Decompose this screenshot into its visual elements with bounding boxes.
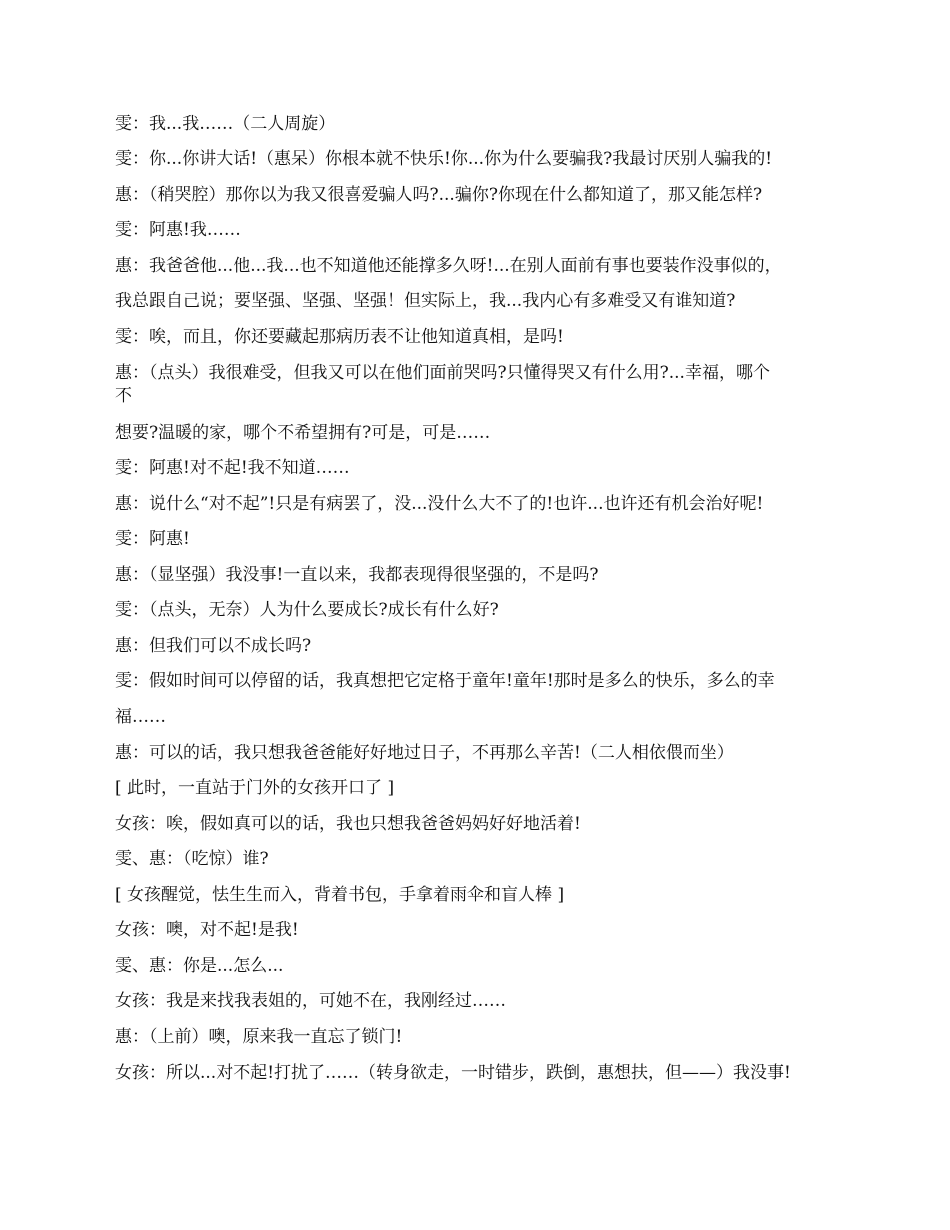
script-line: 惠：可以的话，我只想我爸爸能好好地过日子，不再那么辛苦!（二人相依偎而坐）: [115, 743, 734, 763]
script-line: 雯、惠：（吃惊）谁?: [115, 849, 269, 869]
script-line: 惠：（点头）我很难受，但我又可以在他们面前哭吗?只懂得哭又有什么用?...幸福，哪个: [115, 363, 770, 383]
script-line: 雯：阿惠!我……: [115, 220, 241, 240]
script-line: 雯：唉，而且，你还要藏起那病历表不让他知道真相，是吗!: [115, 327, 564, 347]
script-line: 雯：（点头，无奈）人为什么要成长?成长有什么好?: [115, 600, 499, 620]
script-line: 雯、惠：你是...怎么...: [115, 956, 284, 976]
script-line: 我总跟自己说；要坚强、坚强、坚强！但实际上，我...我内心有多难受又有谁知道?: [115, 291, 736, 311]
script-line: 惠：（显坚强）我没事!一直以来，我都表现得很坚强的，不是吗?: [115, 565, 599, 585]
script-line: 福……: [115, 707, 166, 727]
script-line: 女孩：唉，假如真可以的话，我也只想我爸爸妈妈好好地活着!: [115, 814, 581, 834]
script-line: 惠：（上前）噢，原来我一直忘了锁门!: [115, 1027, 403, 1047]
script-line: 惠：但我们可以不成长吗?: [115, 636, 312, 656]
script-line: 惠：（稍哭腔）那你以为我又很喜爱骗人吗?...骗你?你现在什么都知道了，那又能怎样?: [115, 185, 763, 205]
script-line: 雯：阿惠!: [115, 529, 190, 549]
script-line: 惠：我爸爸他...他...我...也不知道他还能撑多久呀!...在别人面前有事也要装作没事似的，: [115, 256, 782, 276]
script-line: 女孩：我是来找我表姐的，可她不在，我刚经过……: [115, 991, 506, 1011]
script-line: [ 此时，一直站于门外的女孩开口了 ]: [115, 778, 395, 798]
script-line: [ 女孩醒觉，怯生生而入，背着书包，手拿着雨伞和盲人棒 ]: [115, 885, 565, 905]
script-line: 女孩：所以...对不起!打扰了……（转身欲走，一时错步，跌倒，惠想扶，但——）我没事!: [115, 1063, 791, 1083]
script-line: 雯：你...你讲大话!（惠呆）你根本就不快乐!你...你为什么要骗我?我最讨厌别人骗我的!: [115, 149, 773, 169]
script-line: 女孩：噢，对不起!是我!: [115, 920, 299, 940]
script-line: 想要?温暖的家，哪个不希望拥有?可是，可是……: [115, 423, 491, 443]
script-line: 雯：我...我……（二人周旋）: [115, 114, 336, 134]
script-line: 雯：阿惠!对不起!我不知道……: [115, 458, 350, 478]
script-line: 惠：说什么“对不起”!只是有病罢了，没...没什么大不了的!也许...也许还有机会治好呢!: [115, 494, 764, 514]
script-line: 不: [115, 386, 132, 406]
script-line: 雯：假如时间可以停留的话，我真想把它定格于童年!童年!那时是多么的快乐，多么的幸: [115, 671, 775, 691]
